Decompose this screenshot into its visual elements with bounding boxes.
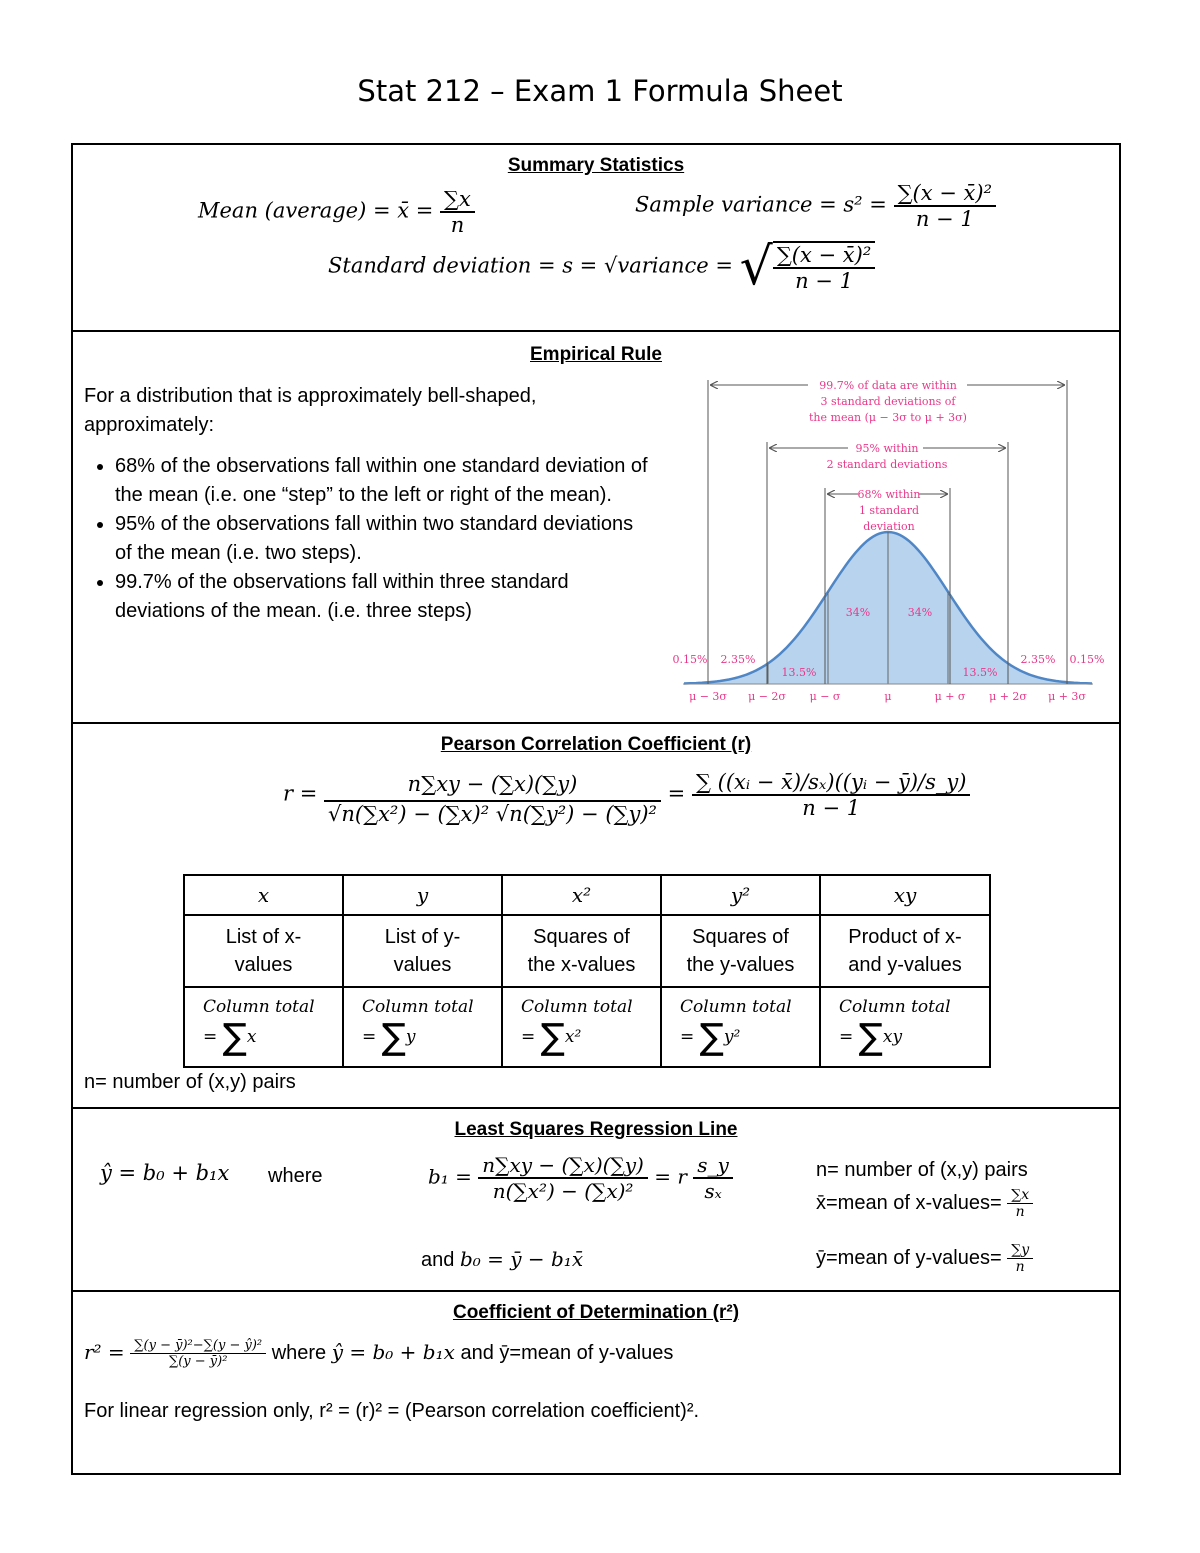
mean-denominator: n [450,213,465,237]
b1-formula [428,1153,733,1203]
label-68-line3: deviation [863,520,915,533]
and-label: and [421,1249,455,1271]
col-header-x2: x² [502,875,661,915]
ybar-note-text: ȳ=mean of y-values= [816,1246,1002,1269]
sd-lhs: Standard deviation = s = √variance = [328,253,733,278]
b1-lhs: b₁ = [428,1164,472,1189]
b1-eq-r: = r [654,1164,687,1189]
pct-015-left: 0.15% [672,653,708,666]
sigma-icon: ∑ [858,1016,883,1058]
pct-135-left: 13.5% [781,666,817,679]
sigma-icon: ∑ [222,1016,247,1058]
sigma-icon: ∑ [540,1016,565,1058]
ybar-denominator: n [1015,1259,1025,1275]
r2-yhat-eq: ŷ = b₀ + b₁x [331,1339,455,1364]
col-header-x: x [184,875,343,915]
empirical-heading: Empirical Rule [530,344,662,365]
ybar-note [816,1242,1033,1275]
bullet-95: • 95% of the observations fall within two standard deviations of the mean (i.e. two steps). [115,510,655,568]
sigma-icon: ∑ [381,1016,406,1058]
mean-numerator: ∑x [440,187,475,213]
determination-section [73,1292,1119,1473]
regression-where: where [268,1165,323,1187]
pearson-formula [283,764,970,826]
pct-34-right: 34% [907,606,933,619]
pct-015-right: 0.15% [1069,653,1105,666]
empirical-section [73,332,1119,724]
r2-where: where [271,1341,327,1364]
pearson-n-note: n= number of (x,y) pairs [84,1071,296,1093]
summary-heading: Summary Statistics [507,155,685,176]
pct-235-left: 2.35% [720,653,756,666]
regression-section [73,1109,1119,1292]
label-997-line1: 99.7% of data are within [819,379,957,392]
desc-x [184,915,343,987]
pearson-denominator-alt: n − 1 [802,796,861,820]
total-value-y: y [405,1026,416,1047]
formula-frame [71,143,1121,1475]
label-95-line2: 2 standard deviations [826,458,948,471]
pct-235-right: 2.35% [1020,653,1056,666]
b1-r-denominator: sₓ [704,1179,722,1203]
b1-r-numerator: s_y [693,1153,733,1179]
r-lhs: r = [283,781,318,806]
total-x: Column total = ∑x [184,987,343,1067]
reg-n-note: n= number of (x,y) pairs [816,1159,1028,1181]
r2-lhs: r² = [84,1339,125,1364]
determination-heading: Coefficient of Determination (r²) [452,1302,740,1323]
xbar-note [816,1187,1033,1220]
tick-plus2: μ + 2σ [989,690,1027,703]
label-997-line2: 3 standard deviations of [820,395,956,408]
tick-plus1: μ + σ [934,690,966,703]
label-68-line2: 1 standard [858,504,920,517]
desc-x2-line1: Squares of [533,926,630,948]
pearson-denominator: √n(∑x²) − (∑x)² √n(∑y²) − (∑y)² [328,802,657,826]
desc-xy-line1: Product of x- [848,926,962,948]
sd-denominator: n − 1 [795,269,853,293]
r2-formula [84,1338,673,1369]
bullet-68: • 68% of the observations fall within one standard deviation of the mean (i.e. one “step” to the left or right of the mean). [115,452,655,510]
desc-y2 [661,915,820,987]
total-value-xy: xy [882,1026,903,1047]
regression-heading: Least Squares Regression Line [454,1119,738,1140]
bell-curve-figure [663,362,1113,712]
sd-numerator: ∑(x − x̄)² [773,243,875,269]
label-95-line1: 95% within [855,442,919,455]
page-title: Stat 212 – Exam 1 Formula Sheet [357,74,843,108]
desc-y2-line1: Squares of [692,926,789,948]
sigma-icon: ∑ [699,1016,724,1058]
variance-lhs: Sample variance = s² = [635,192,887,217]
desc-y2-line2: the y-values [686,954,795,976]
xbar-denominator: n [1015,1204,1025,1220]
total-label-y: Column total [362,996,474,1017]
r2-numerator: ∑(y − ȳ)²−∑(y − ŷ)² [130,1338,266,1354]
total-xy: Column total = ∑xy [820,987,990,1067]
xbar-note-text: x̄=mean of x-values= [816,1191,1002,1214]
total-label-xy: Column total [839,996,951,1017]
total-label-y2: Column total [680,996,792,1017]
xbar-numerator: ∑x [1007,1187,1033,1204]
desc-y-line2: values [393,954,452,976]
desc-x-line1: List of x- [225,926,302,948]
b1-numerator: n∑xy − (∑x)(∑y) [478,1153,648,1179]
total-value-y2: y² [723,1026,741,1047]
total-label-x2: Column total [521,996,633,1017]
ybar-numerator: ∑y [1007,1242,1033,1259]
pearson-heading: Pearson Correlation Coefficient (r) [440,734,752,755]
col-header-xy: xy [820,875,990,915]
tick-mu: μ [884,690,892,703]
desc-y-line1: List of y- [384,926,461,948]
desc-y [343,915,502,987]
b0-eq: b₀ = ȳ − b₁x̄ [459,1247,584,1271]
pearson-numerator-alt: ∑ ((xᵢ − x̄)/sₓ)((yᵢ − ȳ)/s_y) [692,770,971,796]
empirical-bullets [73,452,655,626]
pct-135-right: 13.5% [962,666,998,679]
desc-x-line2: values [234,954,293,976]
total-value-x2: x² [564,1026,582,1047]
pearson-equals: = [667,781,686,806]
variance-formula [635,181,996,231]
tick-minus1: μ − σ [809,690,841,703]
sums-table [183,874,991,1068]
tick-minus2: μ − 2σ [748,690,786,703]
b0-formula [421,1247,583,1272]
sqrt-icon: √ [739,237,773,297]
col-header-y2: y² [661,875,820,915]
bullet-997: • 99.7% of the observations fall within three standard deviations of the mean. (i.e. three steps) [115,568,655,626]
pct-34-left: 34% [845,606,871,619]
pearson-section [73,724,1119,1109]
total-value-x: x [246,1026,257,1047]
mean-lhs: Mean (average) = x̄ = [198,198,434,223]
desc-x2 [502,915,661,987]
desc-xy-line2: and y-values [848,954,962,976]
total-y: Column total = ∑y [343,987,502,1067]
tick-minus3: μ − 3σ [689,690,727,703]
label-68-line1: 68% within [857,488,921,501]
linear-note: For linear regression only, r² = (r)² = (Pearson correlation coefficient)². [84,1400,700,1422]
b1-denominator: n(∑x²) − (∑x)² [492,1179,634,1203]
desc-x2-line2: the x-values [527,954,636,976]
tick-plus3: μ + 3σ [1048,690,1086,703]
desc-xy [820,915,990,987]
variance-denominator: n − 1 [915,207,974,231]
sd-formula [328,237,875,297]
variance-numerator: ∑(x − x̄)² [894,181,996,207]
r2-and-text: and ȳ=mean of y-values [460,1341,674,1364]
total-y2: Column total = ∑y² [661,987,820,1067]
total-x2: Column total = ∑x² [502,987,661,1067]
pearson-numerator: n∑xy − (∑x)(∑y) [324,764,661,802]
total-label-x: Column total [203,996,315,1017]
label-997-line3: the mean (μ − 3σ to μ + 3σ) [809,411,967,424]
col-header-y: y [343,875,502,915]
summary-section [73,145,1119,332]
empirical-intro: For a distribution that is approximately bell-shaped, approximately: [84,385,537,436]
regression-line-eq: ŷ = b₀ + b₁x [100,1161,230,1185]
r2-denominator: ∑(y − ȳ)² [168,1354,228,1369]
mean-formula [198,187,475,237]
